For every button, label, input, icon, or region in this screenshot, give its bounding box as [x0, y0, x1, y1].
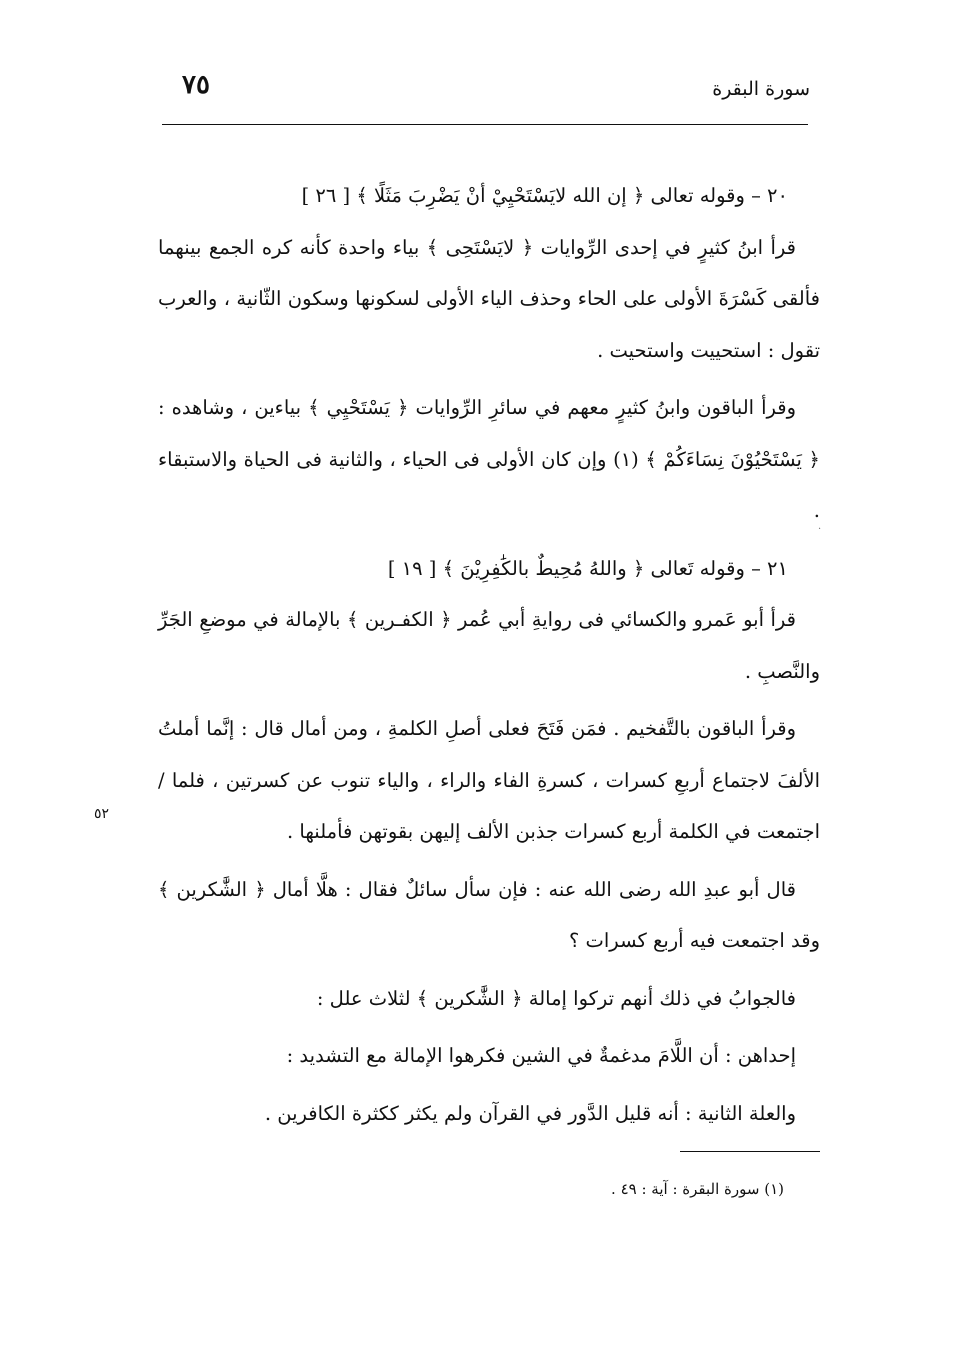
body-paragraph: والعلة الثانية : أنه قليل الدَّور في القرآن ولم يكثر ككثرة الكافرين .: [264, 1101, 796, 1125]
body-paragraph: قرأ أبو عَمرو والكسائي فى روايةِ أبي عُمر ﴿ الكفـرين ﴾ بالإمالة في موضعِ الجَرِّ والنَّصبِ .: [158, 608, 820, 683]
body-paragraph: وقرأ الباقون وابنُ كثيرٍ معهم في سائرِ الرِّوايات ﴿ يَسْتَحْيِي ﴾ بياءين ، وشاهده : ﴿ يَسْتَحْيُوْنَ نِسَاءَكُمْ ﴾ (١) وإن كان الأولى فى الحياء ، والثانية فى الحياة والاستبقاء .: [158, 396, 820, 522]
header-rule: [162, 124, 808, 125]
main-text: [158, 170, 820, 1145]
page-number: ٧٥: [182, 70, 210, 100]
body-paragraph: وقرأ الباقون بالتَّفخيم . فمَن فَتَحَ فعلى أصلِ الكلمةِ ، ومن أمال قال : إنَّما أملتُ الألفَ لاجتماع أربعِ كسرات ، كسرةِ الفاء والراء ، والياء تنوب عن كسرتين ، فلما / اجتمعت في الكلمة أربع كسرات جذبن الألف إليهن بقوتهن فأملنها .: [158, 717, 820, 843]
body-paragraph: إحداهن : أن اللَّامَ مدغمةٌ في الشين فكرهوا الإمالة مع التشديد :: [286, 1044, 796, 1067]
verse-heading: ٢٠ – وقوله تعالى ﴿ إن الله لايَسْتَحْيِيْ أنْ يَضْرِبَ مَثَلًا ﴾ [ ٢٦ ]: [301, 184, 788, 207]
body-paragraph: فالجوابُ في ذلك أنهم تركوا إمالة ﴿ الشَّٰكرين ﴾ لثلاث علل :: [316, 986, 796, 1010]
running-header: [160, 68, 810, 108]
body-paragraph: قال أبو عبدِ الله رضى الله عنه : فإن سأل سائلٌ فقال : هلَّا أمال ﴿ الشَّٰكرين ﴾ وقد اجتمعت فيه أربع كسرات ؟: [158, 877, 820, 952]
verse-heading: ٢١ – وقوله تَعالى ﴿ واللهُ مُحِيطٌ بالكَٰفِرِيْنَ ﴾ [ ١٩ ]: [387, 556, 788, 580]
body-paragraph: قرأ ابنُ كثيرٍ في إحدى الرِّوايات ﴿ لايَسْتَحِى ﴾ بياء واحدة كأنه كره الجمع بينهما فألقى كَسْرَةَ الأولى على الحاء وحذف الياء الأولى لسكونها وسكون الثّانية ، والعرب تقول : استحييت واستحيت .: [158, 235, 820, 362]
footnote: (١) سورة البقرة : آية : ٤٩ .: [611, 1180, 784, 1198]
manuscript-folio-note: ٥٢: [94, 806, 110, 822]
margin-dot: ·: [818, 524, 822, 535]
footnote-rule: [680, 1151, 820, 1152]
surah-title: سورة البقرة: [712, 78, 810, 100]
